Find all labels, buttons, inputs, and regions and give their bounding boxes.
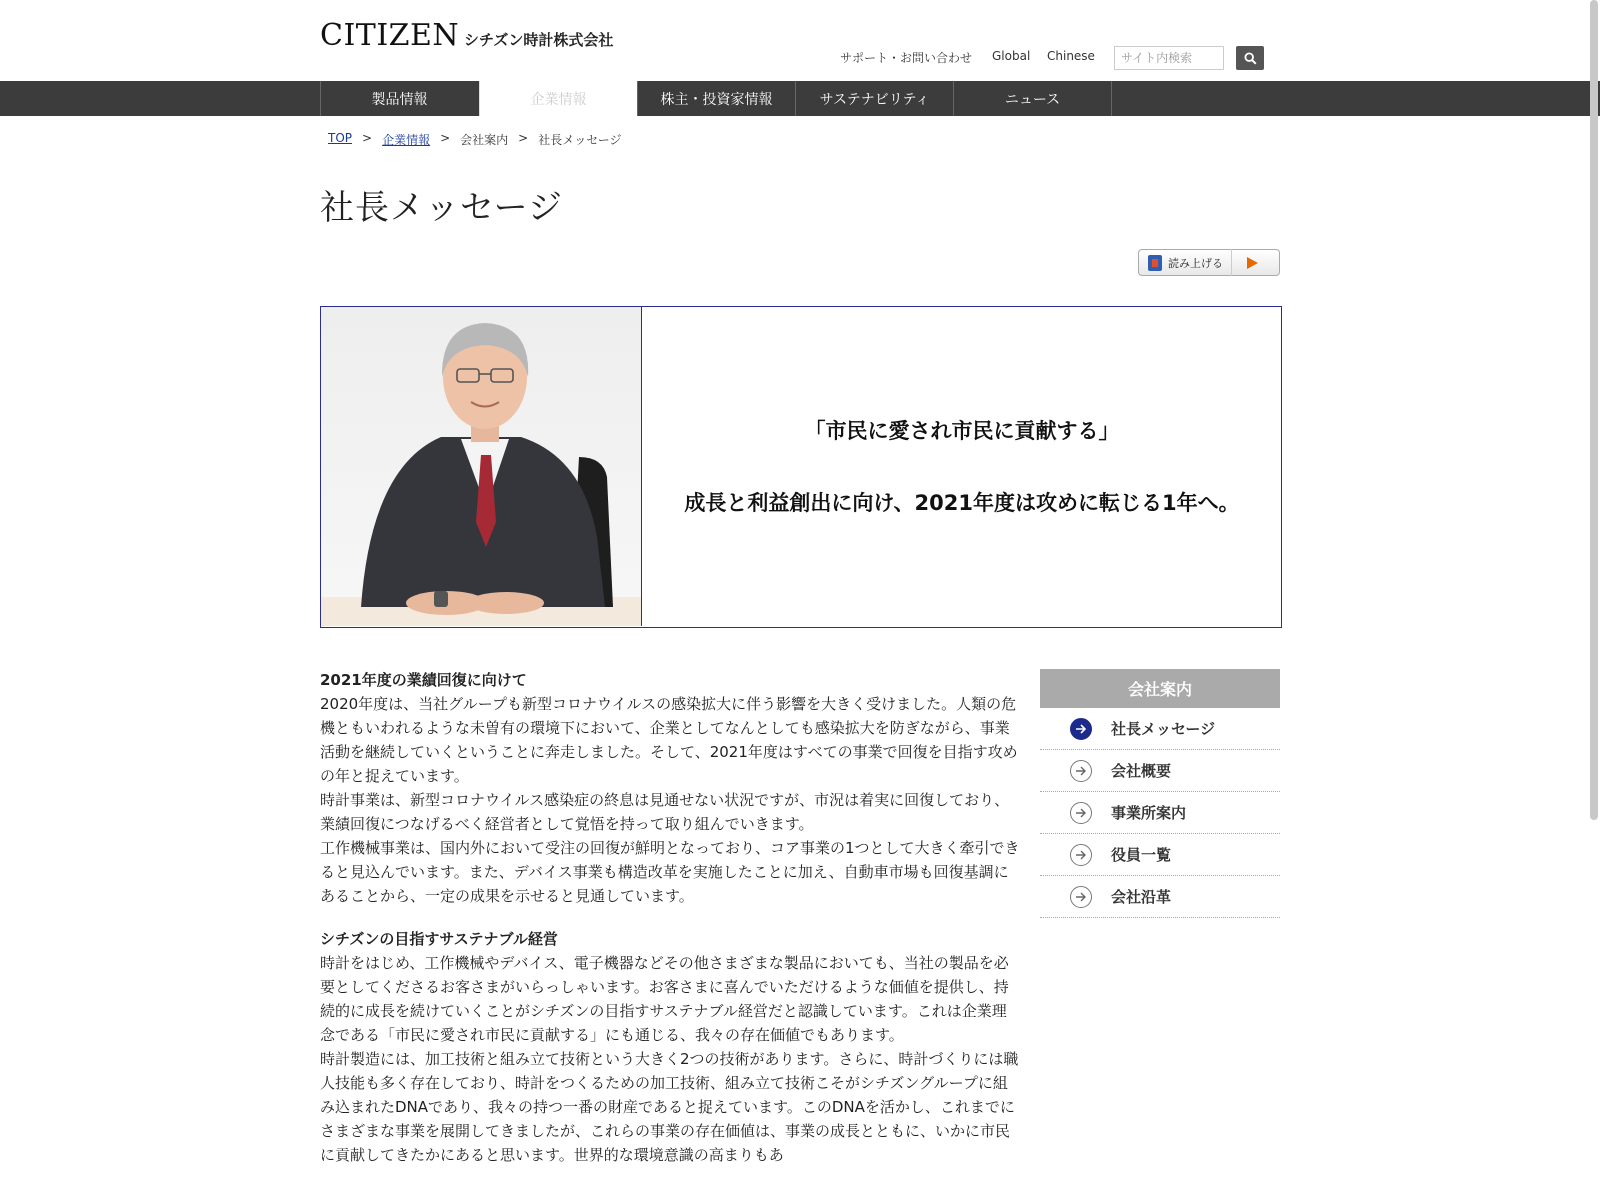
site-header (0, 0, 1600, 81)
global-link[interactable]: Global (992, 49, 1031, 63)
breadcrumb-company: 会社案内 (460, 133, 509, 147)
sidebar-nav (1040, 669, 1280, 918)
breadcrumb-separator: > (362, 131, 373, 145)
breadcrumb-current: 社長メッセージ (538, 133, 622, 147)
support-link[interactable]: サポート・お問い合わせ (840, 51, 973, 65)
citizen-logo[interactable]: CITIZEN (320, 18, 460, 53)
sidebar-item-label: 役員一覧 (1111, 846, 1172, 864)
chinese-link[interactable]: Chinese (1047, 49, 1095, 63)
read-aloud-button[interactable] (1138, 249, 1280, 276)
paragraph: 2020年度は、当社グループも新型コロナウイルスの感染拡大に伴う影響を大きく受けました。人類の危機ともいわれるような未曽有の環境下において、企業としてなんとしても感染拡大を防ぎながら、事業活動を継続していくということに奔走しました。そして、2021年度はすべての事業で回復を目指す攻めの年と捉えています。 (320, 695, 1018, 785)
company-name: シチズン時計株式会社 (464, 31, 614, 49)
sidebar-item-offices[interactable] (1040, 792, 1280, 834)
breadcrumb (328, 131, 622, 148)
tab-news[interactable]: ニュース (953, 81, 1111, 116)
site-search-input[interactable] (1114, 46, 1224, 70)
breadcrumb-separator: > (518, 131, 529, 145)
arrow-circle-icon (1070, 886, 1092, 908)
president-portrait-illustration (321, 307, 642, 626)
sidebar-item-company-overview[interactable] (1040, 750, 1280, 792)
tab-products[interactable]: 製品情報 (320, 81, 478, 116)
president-photo (321, 307, 642, 626)
breadcrumb-top[interactable]: TOP (328, 131, 353, 145)
section-heading: 2021年度の業績回復に向けて (320, 671, 527, 689)
play-icon (1247, 257, 1258, 269)
tab-investors[interactable]: 株主・投資家情報 (637, 81, 795, 116)
paragraph: 時計をはじめ、工作機械やデバイス、電子機器などその他さまざまな製品においても、当社の製品を必要としてくださるお客さまがいらっしゃいます。お客さまに喜んでいただけるような価値を提供し、持続的に成長を続けていくことがシチズンの目指すサステナブル経営だと認識しています。これは企業理念である「市民に愛され市民に貢献する」にも通じる、我々の存在価値でもあります。 (320, 954, 1009, 1044)
read-aloud-label: 読み上げる (1168, 256, 1223, 270)
nav-divider (1111, 81, 1112, 116)
hero-message (643, 307, 1281, 626)
sidebar-item-label: 会社沿革 (1111, 888, 1172, 906)
tab-sustainability[interactable]: サステナビリティ (795, 81, 953, 116)
article-body (320, 668, 1020, 1167)
search-button[interactable] (1236, 46, 1264, 70)
sidebar-item-president-message[interactable] (1040, 708, 1280, 750)
button-divider (1231, 249, 1245, 276)
hero-banner (320, 306, 1282, 628)
sidebar-item-executives[interactable] (1040, 834, 1280, 876)
section-heading: シチズンの目指すサステナブル経営 (320, 930, 558, 948)
sidebar-item-label: 社長メッセージ (1111, 720, 1216, 738)
sidebar-item-label: 事業所案内 (1111, 804, 1187, 822)
paragraph: 時計製造には、加工技術と組み立て技術という大きく2つの技術があります。さらに、時計づくりには職人技能も多く存在しており、時計をつくるための加工技術、組み立て技術こそがシチズングループに組み込まれたDNAであり、我々の持つ一番の財産であると捉えています。このDNAを活かし、これまでにさまざまな事業を展開してきましたが、これらの事業の存在価値は、事業の成長とともに、いかに市民に貢献してきたかにあると思います。世界的な環境意識の高まりもあ (320, 1050, 1019, 1164)
speaker-icon (1148, 255, 1162, 271)
section-spacer (320, 908, 1020, 927)
arrow-circle-icon (1070, 718, 1092, 740)
page-scrollbar[interactable] (1590, 0, 1598, 820)
breadcrumb-separator: > (440, 131, 451, 145)
hero-quote: 「市民に愛され市民に貢献する」 (804, 419, 1120, 443)
sidebar-item-label: 会社概要 (1111, 762, 1172, 780)
sidebar-item-history[interactable] (1040, 876, 1280, 918)
arrow-circle-icon (1070, 802, 1092, 824)
sidebar-title: 会社案内 (1040, 669, 1280, 708)
hero-lead: 成長と利益創出に向け、2021年度は攻めに転じる1年へ。 (684, 491, 1240, 515)
search-icon (1244, 52, 1257, 65)
breadcrumb-corporate[interactable]: 企業情報 (382, 133, 431, 147)
page-title: 社長メッセージ (320, 188, 563, 228)
tab-corporate[interactable]: 企業情報 (479, 81, 637, 116)
global-nav (0, 81, 1600, 116)
paragraph: 工作機械事業は、国内外において受注の回復が鮮明となっており、コア事業の1つとして大きく牽引できると見込んでいます。また、デバイス事業も構造改革を実施したことに加え、自動車市場も回復基調にあることから、一定の成果を示せると見通しています。 (320, 839, 1020, 905)
paragraph: 時計事業は、新型コロナウイルス感染症の終息は見通せない状況ですが、市況は着実に回復しており、業績回復につなげるべく経営者として覚悟を持って取り組んでいきます。 (320, 791, 1010, 833)
arrow-circle-icon (1070, 844, 1092, 866)
arrow-circle-icon (1070, 760, 1092, 782)
